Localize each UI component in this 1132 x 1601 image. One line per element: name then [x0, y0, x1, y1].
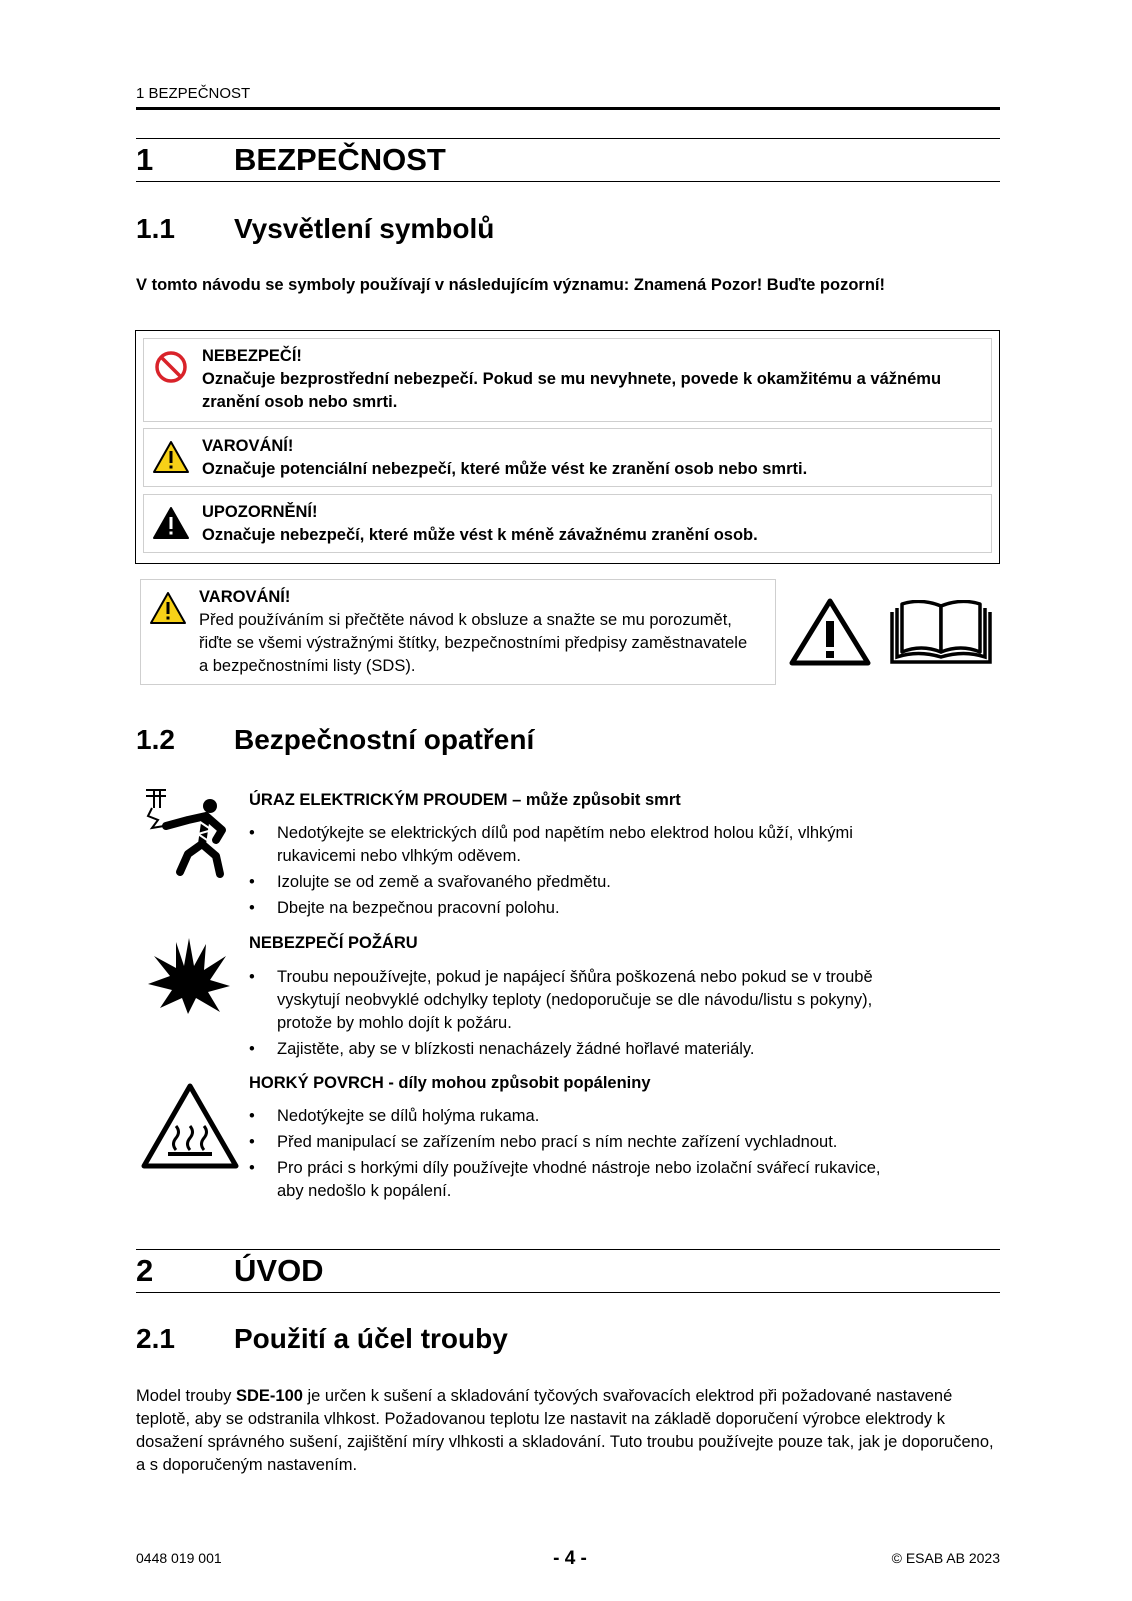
hazard-title-fire: NEBEZPEČÍ POŽÁRU	[249, 934, 418, 952]
copyright: © ESAB AB 2023	[891, 1550, 1000, 1566]
list-item: • Zajistěte, aby se v blízkosti nenacházely žádné hořlavé materiály.	[249, 1038, 909, 1061]
hazard-list-fire	[249, 966, 909, 1064]
section-number: 2	[136, 1253, 154, 1288]
symbol-text: Označuje nebezpečí, které může vést k méně závažnému zranění osob.	[202, 526, 758, 544]
running-header: 1 BEZPEČNOST	[136, 85, 1000, 110]
list-item: • Izolujte se od země a svařovaného předmětu.	[249, 871, 889, 894]
fire-explosion-icon	[146, 936, 232, 1016]
symbol-text: Označuje bezprostřední nebezpečí. Pokud se mu nevyhnete, povede k okamžitému a vážnému zranění osob nebo smrti.	[202, 370, 942, 411]
list-item: • Před manipulací se zařízením nebo prací s ním nechte zařízení vychladnout.	[249, 1131, 909, 1154]
section-number: 2.1	[136, 1323, 175, 1354]
page-number: - 4 -	[553, 1548, 587, 1569]
section-title: BEZPEČNOST	[234, 142, 446, 177]
hazard-title-electric: ÚRAZ ELEKTRICKÝM PROUDEM – může způsobit smrt	[249, 791, 681, 809]
symbol-row-warning	[143, 428, 992, 487]
hazard-list-hot	[249, 1105, 909, 1206]
symbol-label: UPOZORNĚNÍ!	[202, 503, 318, 521]
section-1-heading	[136, 138, 1000, 182]
symbol-row-caution	[143, 494, 992, 553]
warning-label: VAROVÁNÍ!	[199, 588, 291, 606]
electric-shock-icon	[140, 786, 232, 882]
section-title: Použití a účel trouby	[234, 1323, 508, 1354]
symbol-label: VAROVÁNÍ!	[202, 437, 294, 455]
warning-text: Před používáním si přečtěte návod k obsluze a snažte se mu porozumět, řiďte se všemi výstražnými štítky, bezpečnostními předpisy zaměstnavatele a bezpečnostními listy (SDS).	[199, 611, 748, 675]
symbols-intro: V tomto návodu se symboly používají v následujícím významu: Znamená Pozor! Buďte pozorní!	[136, 276, 885, 294]
hazard-title-hot: HORKÝ POVRCH - díly mohou způsobit popáleniny	[249, 1074, 651, 1092]
warning-triangle-yellow-icon	[152, 439, 190, 475]
list-item: • Nedotýkejte se elektrických dílů pod napětím nebo elektrod holou kůží, vlhkými rukavicemi nebo vlhkým oděvem.	[249, 822, 889, 868]
list-item: • Pro práci s horkými díly používejte vhodné nástroje nebo izolační svářecí rukavice, aby nedošlo k popálení.	[249, 1157, 909, 1203]
oven-purpose-paragraph	[136, 1385, 1000, 1477]
section-2-heading	[136, 1249, 1000, 1293]
list-item: • Dbejte na bezpečnou pracovní polohu.	[249, 897, 889, 920]
section-1-1-heading	[136, 211, 1000, 247]
symbol-label: NEBEZPEČÍ!	[202, 347, 302, 365]
section-2-1-heading	[136, 1321, 1000, 1357]
prohibition-icon	[152, 349, 190, 385]
section-number: 1.1	[136, 213, 175, 244]
warning-triangle-black-icon	[152, 505, 190, 541]
section-title: Vysvětlení symbolů	[234, 213, 495, 244]
hazard-list-electric	[249, 822, 889, 923]
symbol-text: Označuje potenciální nebezpečí, které může vést ke zranění osob nebo smrti.	[202, 460, 808, 478]
para-text: Model trouby	[136, 1387, 236, 1405]
warning-triangle-yellow-icon	[149, 590, 187, 626]
hot-surface-icon	[140, 1082, 240, 1170]
list-item: • Nedotýkejte se dílů holýma rukama.	[249, 1105, 909, 1128]
section-1-2-heading	[136, 722, 1000, 758]
section-title: Bezpečnostní opatření	[234, 724, 535, 755]
doc-number: 0448 019 001	[136, 1550, 222, 1566]
read-manual-warning-box	[140, 579, 776, 685]
section-title: ÚVOD	[234, 1253, 324, 1288]
para-text: je určen k sušení a skladování tyčových svařovacích elektrod při požadované nastavené teplotě, aby se odstranila vlhkost. Požadovanou teplotu lze nastavit na základě doporučení výrobce elektrody k dosažení správného sušení, zajištění míry vlhkosti a skladování. Tuto troubu používejte pouze tak, jak je doporučeno, a s doporučeným nastavením.	[136, 1387, 994, 1474]
section-number: 1	[136, 142, 154, 177]
symbols-box	[135, 330, 1000, 564]
warning-triangle-outline-icon	[788, 597, 872, 667]
section-number: 1.2	[136, 724, 175, 755]
read-manual-book-icon	[888, 600, 994, 666]
list-item: • Troubu nepoužívejte, pokud je napájecí šňůra poškozená nebo pokud se v troubě vyskytují neobvyklé odchylky teploty (nedoporučuje se dle návodu/listu s pokyny), protože by mohlo dojít k požáru.	[249, 966, 909, 1035]
symbol-row-danger	[143, 338, 992, 422]
model-name: SDE-100	[235, 1387, 303, 1405]
